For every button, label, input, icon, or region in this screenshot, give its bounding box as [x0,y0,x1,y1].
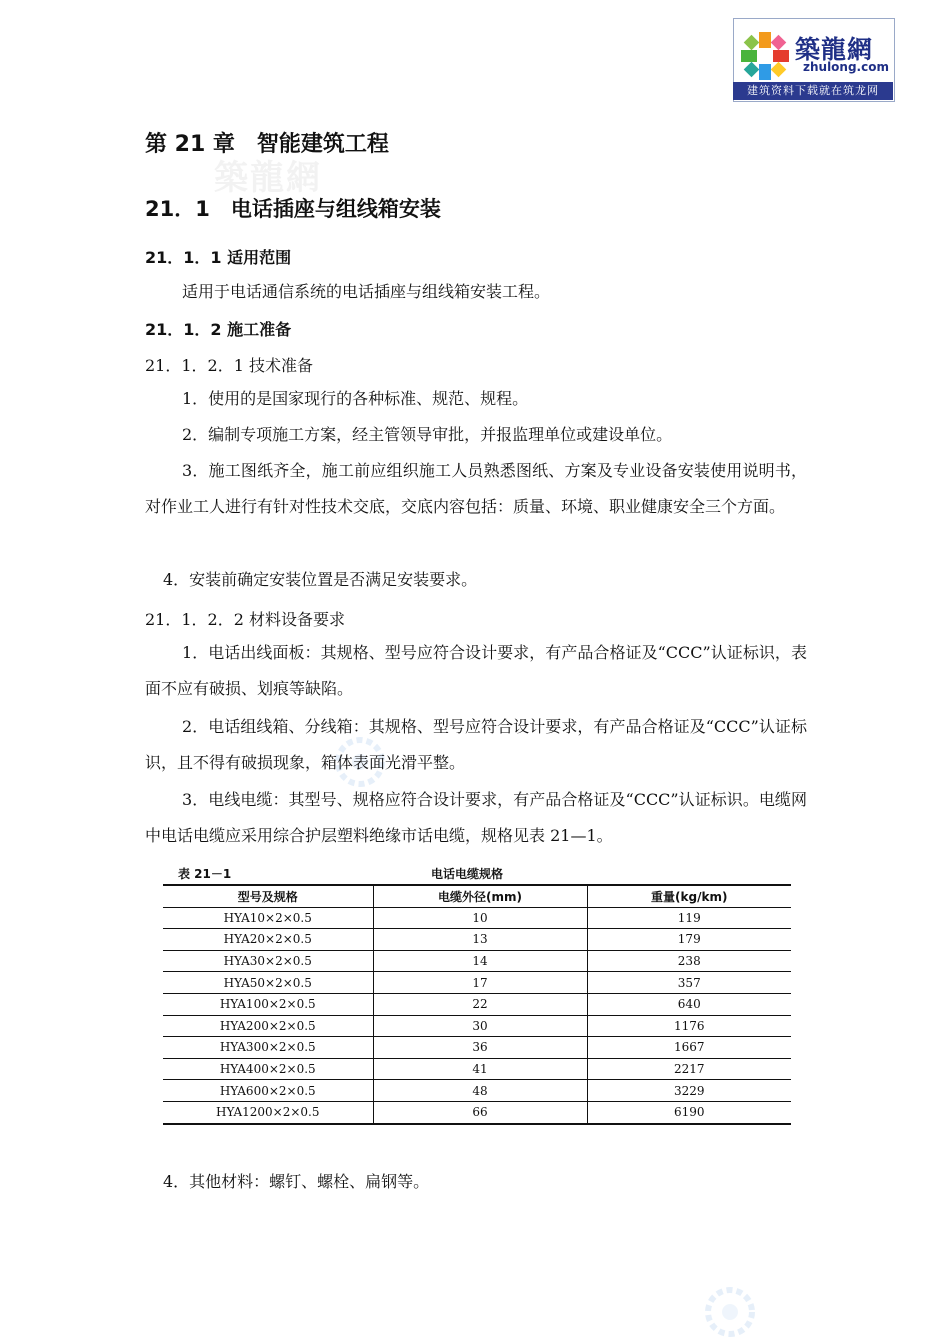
cell-weight: 1667 [587,1037,791,1059]
table-number: 表 21－1 [178,867,232,881]
cell-diameter: 10 [373,907,587,929]
material-item-1: 1．电话出线面板：其规格、型号应符合设计要求，有产品合格证及“CCC”认证标识，表面不应有破损、划痕等缺陷。 [145,643,807,698]
cell-model: HYA1200×2×0.5 [216,1105,320,1120]
logo-slogan: 建筑资料下载就在筑龙网 [733,82,893,100]
logo-flower-icon [739,30,791,82]
cell-model: HYA200×2×0.5 [219,1018,316,1033]
cell-weight: 179 [587,929,791,951]
cell-diameter: 14 [373,950,587,972]
section-title: 21．1 电话插座与组线箱安装 [145,197,441,221]
header-diameter: 电缆外径(mm) [373,885,587,907]
cell-model: HYA10×2×0.5 [223,910,312,925]
material-item-2: 2．电话组线箱、分线箱：其规格、型号应符合设计要求，有产品合格证及“CCC”认证标识，且不得有破损现象，箱体表面光滑平整。 [145,717,807,772]
logo-name: 築龍網 [795,35,874,64]
watermark-name: 築龍網 [214,158,322,198]
zhulong-logo[interactable] [733,18,893,100]
table-row [163,1058,791,1080]
cell-model: HYA50×2×0.5 [223,975,312,990]
subsection-preparation-title: 21．1．2 施工准备 [145,320,292,339]
cell-weight: 3229 [587,1080,791,1102]
watermark-flower-icon [700,1282,760,1342]
subsection-scope-title: 21．1．1 适用范围 [145,248,292,267]
material-item-3: 3．电线电缆：其型号、规格应符合设计要求，有产品合格证及“CCC”认证标识。电缆网中电话电缆应采用综合护层塑料绝缘市话电缆，规格见表 21—1。 [145,790,807,845]
cell-weight: 2217 [587,1058,791,1080]
cell-diameter: 17 [373,972,587,994]
cell-weight: 238 [587,950,791,972]
cell-model: HYA600×2×0.5 [219,1083,316,1098]
cell-diameter: 13 [373,929,587,951]
logo-url: zhulong.com [803,60,889,74]
table-title: 电话电缆规格 [431,867,504,881]
cable-spec-table [163,862,791,1125]
header-model: 型号及规格 [237,889,298,904]
table-header-row [163,885,791,907]
table-row [163,1037,791,1059]
cell-weight: 357 [587,972,791,994]
materials-title: 21．1．2．2 材料设备要求 [145,610,345,629]
spec-table [163,884,791,1125]
table-row [163,972,791,994]
cell-diameter: 48 [373,1080,587,1102]
cell-diameter: 22 [373,993,587,1015]
cell-diameter: 66 [373,1101,587,1123]
cell-weight: 119 [587,907,791,929]
cell-diameter: 36 [373,1037,587,1059]
cell-model: HYA300×2×0.5 [219,1040,316,1055]
header-weight: 重量(kg/km) [587,885,791,907]
tech-item-2: 2．编制专项施工方案，经主管领导审批，并报监理单位或建设单位。 [182,425,673,444]
cell-weight: 6190 [587,1101,791,1123]
cell-model: HYA100×2×0.5 [219,997,316,1012]
cell-diameter: 41 [373,1058,587,1080]
cell-weight: 640 [587,993,791,1015]
cell-model: HYA20×2×0.5 [223,932,312,947]
scope-text: 适用于电话通信系统的电话插座与组线箱安装工程。 [182,282,551,301]
table-caption [163,862,791,884]
tech-item-3: 3．施工图纸齐全，施工前应组织施工人员熟悉图纸、方案及专业设备安装使用说明书，对作业工人进行有针对性技术交底，交底内容包括：质量、环境、职业健康安全三个方面。 [145,461,807,516]
tech-item-1: 1．使用的是国家现行的各种标准、规范、规程。 [182,389,529,408]
table-row [163,1015,791,1037]
cell-diameter: 30 [373,1015,587,1037]
tech-item-4: 4．安装前确定安装位置是否满足安装要求。 [163,570,478,589]
tech-prep-title: 21．1．2．1 技术准备 [145,356,313,375]
chapter-title: 第 21 章 智能建筑工程 [145,132,389,157]
table-row [163,907,791,929]
table-row [163,929,791,951]
table-row [163,950,791,972]
cell-model: HYA30×2×0.5 [223,954,312,969]
cell-model: HYA400×2×0.5 [219,1062,316,1077]
table-row [163,1101,791,1123]
table-row [163,993,791,1015]
table-row [163,1080,791,1102]
material-item-4: 4．其他材料：螺钉、螺栓、扁钢等。 [163,1172,430,1191]
cell-weight: 1176 [587,1015,791,1037]
